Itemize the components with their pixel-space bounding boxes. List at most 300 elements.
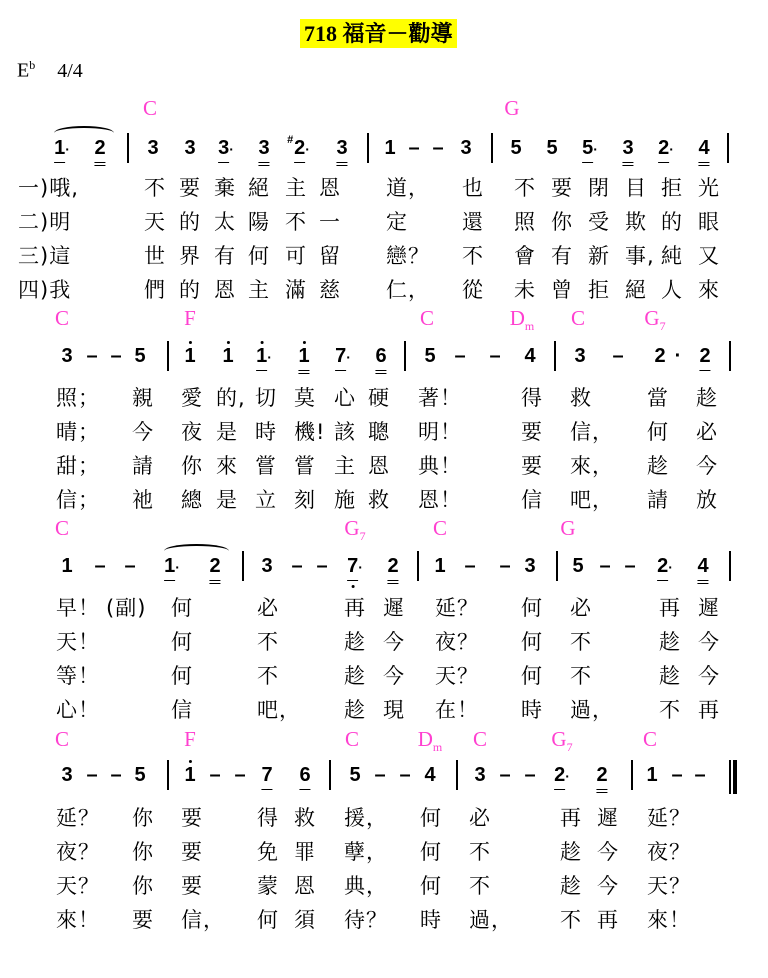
underline	[596, 789, 607, 790]
dash-sustain	[94, 554, 105, 578]
lyric-syllable: 趁	[560, 874, 582, 898]
lyric-syllable: 延？	[435, 596, 479, 620]
chord-root: C	[142, 96, 158, 120]
lyric-syllable: 要	[181, 806, 203, 830]
lyric-syllable: 必	[469, 806, 491, 830]
lyric-syllable: 明！	[418, 420, 462, 444]
underline	[699, 370, 710, 371]
chord-quality: 7	[359, 529, 366, 544]
lyric-syllable: 延？	[56, 806, 100, 830]
note-digit: 2	[596, 763, 607, 787]
lyric-syllable: 事,	[625, 244, 655, 268]
note-digit: 6	[375, 344, 386, 368]
lyric-syllable: 不	[469, 840, 491, 864]
lyric-syllable: 不	[285, 210, 307, 234]
lyric-syllable: 來	[698, 278, 720, 302]
dash-sustain	[408, 136, 419, 160]
lyric-syllable: 施	[334, 488, 356, 512]
underline	[94, 165, 105, 166]
underline	[596, 792, 607, 793]
lyric-syllable: 一	[319, 210, 341, 234]
note-digit: 3	[524, 555, 536, 577]
underline	[94, 162, 105, 163]
lyric-syllable: 時	[521, 698, 543, 722]
lyric-syllable: 是	[216, 488, 238, 512]
lyric-syllable: 放	[696, 488, 718, 512]
lyric-syllable: 信，	[181, 908, 225, 932]
lyric-syllable: 太	[214, 210, 236, 234]
lyric-syllable: 新	[588, 244, 610, 268]
chord-symbol	[418, 727, 443, 755]
lyric-syllable: 有	[551, 244, 573, 268]
lyric-syllable: 典！	[418, 454, 462, 478]
note	[582, 136, 598, 161]
barline	[167, 760, 169, 790]
key-signature	[17, 58, 83, 83]
barline	[456, 760, 458, 790]
chord-symbol	[55, 306, 69, 331]
note-digit: 2	[209, 554, 220, 578]
lyric-syllable: 眼	[698, 210, 720, 234]
lyric-syllable: 恩！	[418, 488, 462, 512]
note-digit: 2	[699, 344, 710, 368]
lyric-syllable: 免	[257, 840, 279, 864]
lyric-syllable: 要	[181, 840, 203, 864]
note-digit: –	[524, 764, 536, 786]
note	[646, 763, 657, 787]
lyric-syllable: 人	[661, 278, 683, 302]
dash-sustain	[524, 763, 535, 787]
note	[147, 136, 158, 160]
lyric-syllable: 天？	[435, 664, 479, 688]
note-digit: –	[671, 764, 683, 786]
barline	[242, 551, 244, 581]
lyric-syllable: 晴；	[56, 420, 100, 444]
chord-root: C	[54, 516, 70, 540]
note	[424, 763, 435, 787]
underline	[54, 162, 65, 163]
dash-sustain	[124, 554, 135, 578]
lyric-syllable: 也	[462, 176, 484, 200]
lyric-syllable: 何	[521, 664, 543, 688]
note-digit: 3	[622, 136, 633, 160]
lyric-syllable: 主	[285, 176, 307, 200]
lyric-syllable: 何	[420, 874, 442, 898]
lyric-syllable: 今	[698, 664, 720, 688]
lyric-syllable: 趁	[344, 698, 366, 722]
lyric-syllable: 夜	[181, 420, 203, 444]
note-digit: 1	[646, 764, 658, 786]
lyric-syllable: 當	[647, 386, 669, 410]
lyric-syllable: 你	[132, 874, 154, 898]
lyric-syllable: 救	[368, 488, 390, 512]
note	[218, 136, 234, 161]
note-digit: 7	[347, 554, 358, 578]
note-digit: –	[499, 764, 511, 786]
underline	[697, 580, 708, 581]
lyric-syllable: 親	[132, 386, 154, 410]
note-digit: –	[94, 555, 106, 577]
lyric-syllable: 恩	[319, 176, 341, 200]
lyric-syllable: 從	[462, 278, 484, 302]
lyric-syllable: 來！	[647, 908, 691, 932]
lyric-syllable: 要	[179, 176, 201, 200]
barline	[417, 551, 419, 581]
underline	[387, 580, 398, 581]
lyric-syllable: 的	[661, 210, 683, 234]
lyric-syllable: 不	[462, 244, 484, 268]
note	[654, 344, 665, 368]
note	[572, 554, 583, 578]
lyric-syllable: 今	[698, 630, 720, 654]
lyric-syllable: 主	[248, 278, 270, 302]
note-digit: –	[599, 555, 611, 577]
note	[698, 136, 709, 160]
chord-symbol	[473, 727, 487, 752]
lyric-syllable: 祂	[132, 488, 154, 512]
chord-symbol	[344, 516, 365, 544]
note-digit: –	[124, 555, 136, 577]
chord-symbol	[551, 727, 572, 755]
note	[375, 344, 386, 368]
note-digit: 5	[582, 136, 593, 160]
lyric-syllable: 等！	[56, 664, 100, 688]
dash-sustain	[489, 344, 500, 368]
chord-symbol	[143, 96, 157, 121]
note	[658, 136, 674, 161]
lyric-syllable: 來，	[570, 454, 614, 478]
lyric-syllable: 延？	[647, 806, 691, 830]
chord-root: G	[551, 727, 567, 751]
lyric-syllable: 刻	[294, 488, 316, 512]
note-digit: 2	[387, 554, 398, 578]
lyric-syllable: 何	[257, 908, 279, 932]
note	[287, 134, 310, 161]
chord-root: C	[54, 306, 70, 330]
note-digit: 1	[298, 344, 309, 368]
note-digit: –	[432, 137, 444, 159]
note	[384, 136, 395, 160]
note-digit: –	[86, 345, 98, 367]
note-digit: 3	[147, 137, 159, 159]
dash-sustain	[209, 763, 220, 787]
lyric-syllable: 甜；	[56, 454, 100, 478]
note-digit: –	[694, 764, 706, 786]
lyric-syllable: 何	[521, 630, 543, 654]
note-digit: –	[86, 764, 98, 786]
lyric-syllable: 留	[319, 244, 341, 268]
lyric-syllable: 莫	[294, 386, 316, 410]
lyric-syllable: 救	[570, 386, 592, 410]
lyric-syllable: 何	[521, 596, 543, 620]
lyric-syllable: 再	[344, 596, 366, 620]
high-octave-dot	[227, 341, 230, 344]
note-digit: 7	[335, 344, 346, 368]
note-digit: 7	[261, 763, 272, 787]
dotted-note-dot: ·	[593, 141, 598, 157]
lyric-syllable: 三)這	[18, 244, 72, 268]
lyric-syllable: 恩	[368, 454, 390, 478]
note-digit: 1	[184, 344, 195, 368]
note	[697, 554, 708, 578]
chord-symbol	[644, 306, 665, 334]
underline	[256, 370, 267, 371]
note-digit: 3	[460, 137, 472, 159]
note	[335, 344, 351, 369]
underline	[299, 789, 310, 790]
dash-sustain	[234, 763, 245, 787]
sharp-sign: #	[287, 134, 294, 146]
lyric-syllable: 不	[659, 698, 681, 722]
note	[258, 136, 269, 160]
lyric-syllable: 純	[661, 244, 683, 268]
note	[299, 763, 310, 787]
lyric-syllable: 時	[420, 908, 442, 932]
lyric-syllable: 吧，	[257, 698, 301, 722]
lyric-syllable: 照	[514, 210, 536, 234]
underline	[218, 162, 229, 163]
barline	[404, 341, 406, 371]
lyric-syllable: 天？	[56, 874, 100, 898]
dash-sustain	[316, 554, 327, 578]
lyric-syllable: 絕	[625, 278, 647, 302]
lyric-syllable: 信	[521, 488, 543, 512]
dash-sustain	[599, 554, 610, 578]
lyric-syllable: 何	[420, 806, 442, 830]
lyric-syllable: 來	[216, 454, 238, 478]
underline	[258, 162, 269, 163]
underline	[294, 162, 305, 163]
lyric-syllable: 何	[248, 244, 270, 268]
lyric-syllable: 你	[132, 806, 154, 830]
lyric-syllable: 在！	[435, 698, 479, 722]
underline	[336, 165, 347, 166]
lyric-syllable: 再	[560, 806, 582, 830]
note-digit: 2 #	[294, 136, 305, 160]
note	[474, 763, 485, 787]
lyric-syllable: 不	[560, 908, 582, 932]
chord-symbol	[184, 727, 196, 752]
lyric-syllable: 戀？	[386, 244, 430, 268]
underline	[336, 162, 347, 163]
dash-sustain	[374, 763, 385, 787]
lyric-syllable: 要	[181, 874, 203, 898]
note	[347, 554, 363, 579]
note-digit: 4	[524, 345, 536, 367]
lyric-syllable: 趁	[659, 630, 681, 654]
chord-symbol	[433, 516, 447, 541]
lyric-syllable: 恩	[294, 874, 316, 898]
note-digit: 1	[222, 344, 233, 368]
lyric-syllable: 信	[171, 698, 193, 722]
note-digit: 1	[61, 555, 73, 577]
lyric-syllable: 要	[551, 176, 573, 200]
lyric-syllable: 要	[521, 454, 543, 478]
note	[524, 554, 535, 578]
lyric-syllable: 道，	[386, 176, 430, 200]
dotted-note-dot: ·	[305, 141, 310, 157]
underline	[375, 373, 386, 374]
chord-root: C	[570, 306, 586, 330]
high-octave-dot	[260, 341, 263, 344]
lyric-syllable: 一)哦,	[18, 176, 79, 200]
note	[657, 554, 673, 579]
lyric-syllable: 目	[625, 176, 647, 200]
lyric-syllable: 趁	[696, 386, 718, 410]
dotted-note-dot: ·	[565, 768, 570, 784]
note	[336, 136, 347, 160]
chord-symbol	[55, 516, 69, 541]
lyric-syllable: 嘗	[294, 454, 316, 478]
chord-quality: 7	[566, 740, 573, 755]
lyric-syllable: 拒	[661, 176, 683, 200]
lyric-syllable: 今	[132, 420, 154, 444]
high-octave-dot	[189, 760, 192, 763]
note-digit: 5	[572, 555, 584, 577]
lyric-syllable: 不	[570, 664, 592, 688]
underline	[298, 373, 309, 374]
dash-sustain	[86, 763, 97, 787]
chord-root: G	[560, 516, 576, 540]
note-digit: –	[454, 345, 466, 367]
note-digit: 3	[61, 345, 73, 367]
lyric-syllable: 孽，	[344, 840, 388, 864]
note-digit: 5	[134, 764, 146, 786]
chord-quality: m	[524, 319, 535, 334]
lyric-syllable: 界	[179, 244, 201, 268]
lyric-syllable: 必	[257, 596, 279, 620]
lyric-syllable: 不	[257, 664, 279, 688]
lyric-syllable: 得	[521, 386, 543, 410]
note-digit: 5	[510, 137, 522, 159]
chord-symbol	[643, 727, 657, 752]
note-digit: 1	[384, 137, 396, 159]
chord-root: F	[184, 306, 196, 330]
lyric-syllable: 受	[588, 210, 610, 234]
underline	[657, 580, 668, 581]
lyric-syllable: 今	[696, 454, 718, 478]
lyric-syllable: 何	[171, 596, 193, 620]
note-digit: 3	[336, 136, 347, 160]
high-octave-dot	[189, 341, 192, 344]
lyric-syllable: 立	[255, 488, 277, 512]
note	[622, 136, 633, 160]
note-digit: 1	[164, 554, 175, 578]
lyric-syllable: 又	[698, 244, 720, 268]
lyric-syllable: 絕	[248, 176, 270, 200]
lyric-syllable: 要	[132, 908, 154, 932]
lyric-syllable: 罪	[294, 840, 316, 864]
lyric-syllable: 不	[514, 176, 536, 200]
dotted-note-dot: ·	[358, 559, 363, 575]
lyric-syllable: 何	[171, 664, 193, 688]
lyric-syllable: 須	[294, 908, 316, 932]
dotted-note-dot: ·	[65, 141, 70, 157]
lyric-syllable: 機!	[294, 420, 326, 444]
note	[298, 344, 309, 368]
note-digit: –	[316, 555, 328, 577]
chord-symbol	[571, 306, 585, 331]
note-digit: –	[234, 764, 246, 786]
note	[184, 136, 195, 160]
underline	[622, 165, 633, 166]
note	[510, 136, 521, 160]
lyric-syllable: 請	[132, 454, 154, 478]
lyric-syllable: 天	[144, 210, 166, 234]
dash-sustain	[624, 554, 635, 578]
underline	[658, 162, 669, 163]
lyric-syllable: 趁	[647, 454, 669, 478]
lyric-syllable: 不	[257, 630, 279, 654]
lyric-syllable: 閉	[588, 176, 610, 200]
lyric-syllable: 心！	[56, 698, 100, 722]
lyric-syllable: 總	[181, 488, 203, 512]
chord-root: G	[504, 96, 520, 120]
low-octave-dot	[351, 585, 354, 588]
lyric-syllable: 棄	[214, 176, 236, 200]
chord-symbol	[345, 727, 359, 752]
note-digit: 3	[61, 764, 73, 786]
underline	[375, 370, 386, 371]
lyric-syllable: 切	[255, 386, 277, 410]
note-digit: –	[624, 555, 636, 577]
note	[349, 763, 360, 787]
lyric-syllable: (副)	[106, 596, 147, 620]
note-digit: –	[291, 555, 303, 577]
note	[256, 344, 272, 369]
note-digit: 2	[94, 136, 105, 160]
lyric-syllable: 未	[514, 278, 536, 302]
note-digit: 2	[657, 554, 668, 578]
underline	[335, 370, 346, 371]
note	[261, 554, 272, 578]
lyric-syllable: 何	[420, 840, 442, 864]
barline	[631, 760, 633, 790]
dash-sustain	[464, 554, 475, 578]
final-barline	[729, 760, 737, 794]
note-digit: 3	[474, 764, 486, 786]
lyric-syllable: 硬	[368, 386, 390, 410]
lyric-syllable: 愛	[181, 386, 203, 410]
note-digit: 2	[554, 763, 565, 787]
dash-sustain	[399, 763, 410, 787]
note-digit: 3	[258, 136, 269, 160]
note	[434, 554, 445, 578]
lyric-syllable: 趁	[344, 664, 366, 688]
key-accidental: b	[29, 58, 36, 72]
note-digit: ·	[674, 345, 682, 367]
lyric-syllable: 早！	[56, 596, 100, 620]
chord-root: C	[419, 306, 435, 330]
barline	[367, 133, 369, 163]
chord-symbol	[510, 306, 535, 334]
chord-root: D	[417, 727, 433, 751]
note	[424, 344, 435, 368]
lyric-syllable: 陽	[248, 210, 270, 234]
lyric-syllable: 過，	[570, 698, 614, 722]
chord-root: G	[344, 516, 360, 540]
dash-sustain	[86, 344, 97, 368]
lyric-syllable: 照；	[56, 386, 100, 410]
dash-sustain	[694, 763, 705, 787]
lyric-syllable: 可	[285, 244, 307, 268]
lyric-syllable: 典，	[344, 874, 388, 898]
note	[134, 763, 145, 787]
dash-sustain	[110, 763, 121, 787]
lyric-syllable: 信；	[56, 488, 100, 512]
chord-root: F	[184, 727, 196, 751]
lyric-syllable: 滿	[285, 278, 307, 302]
